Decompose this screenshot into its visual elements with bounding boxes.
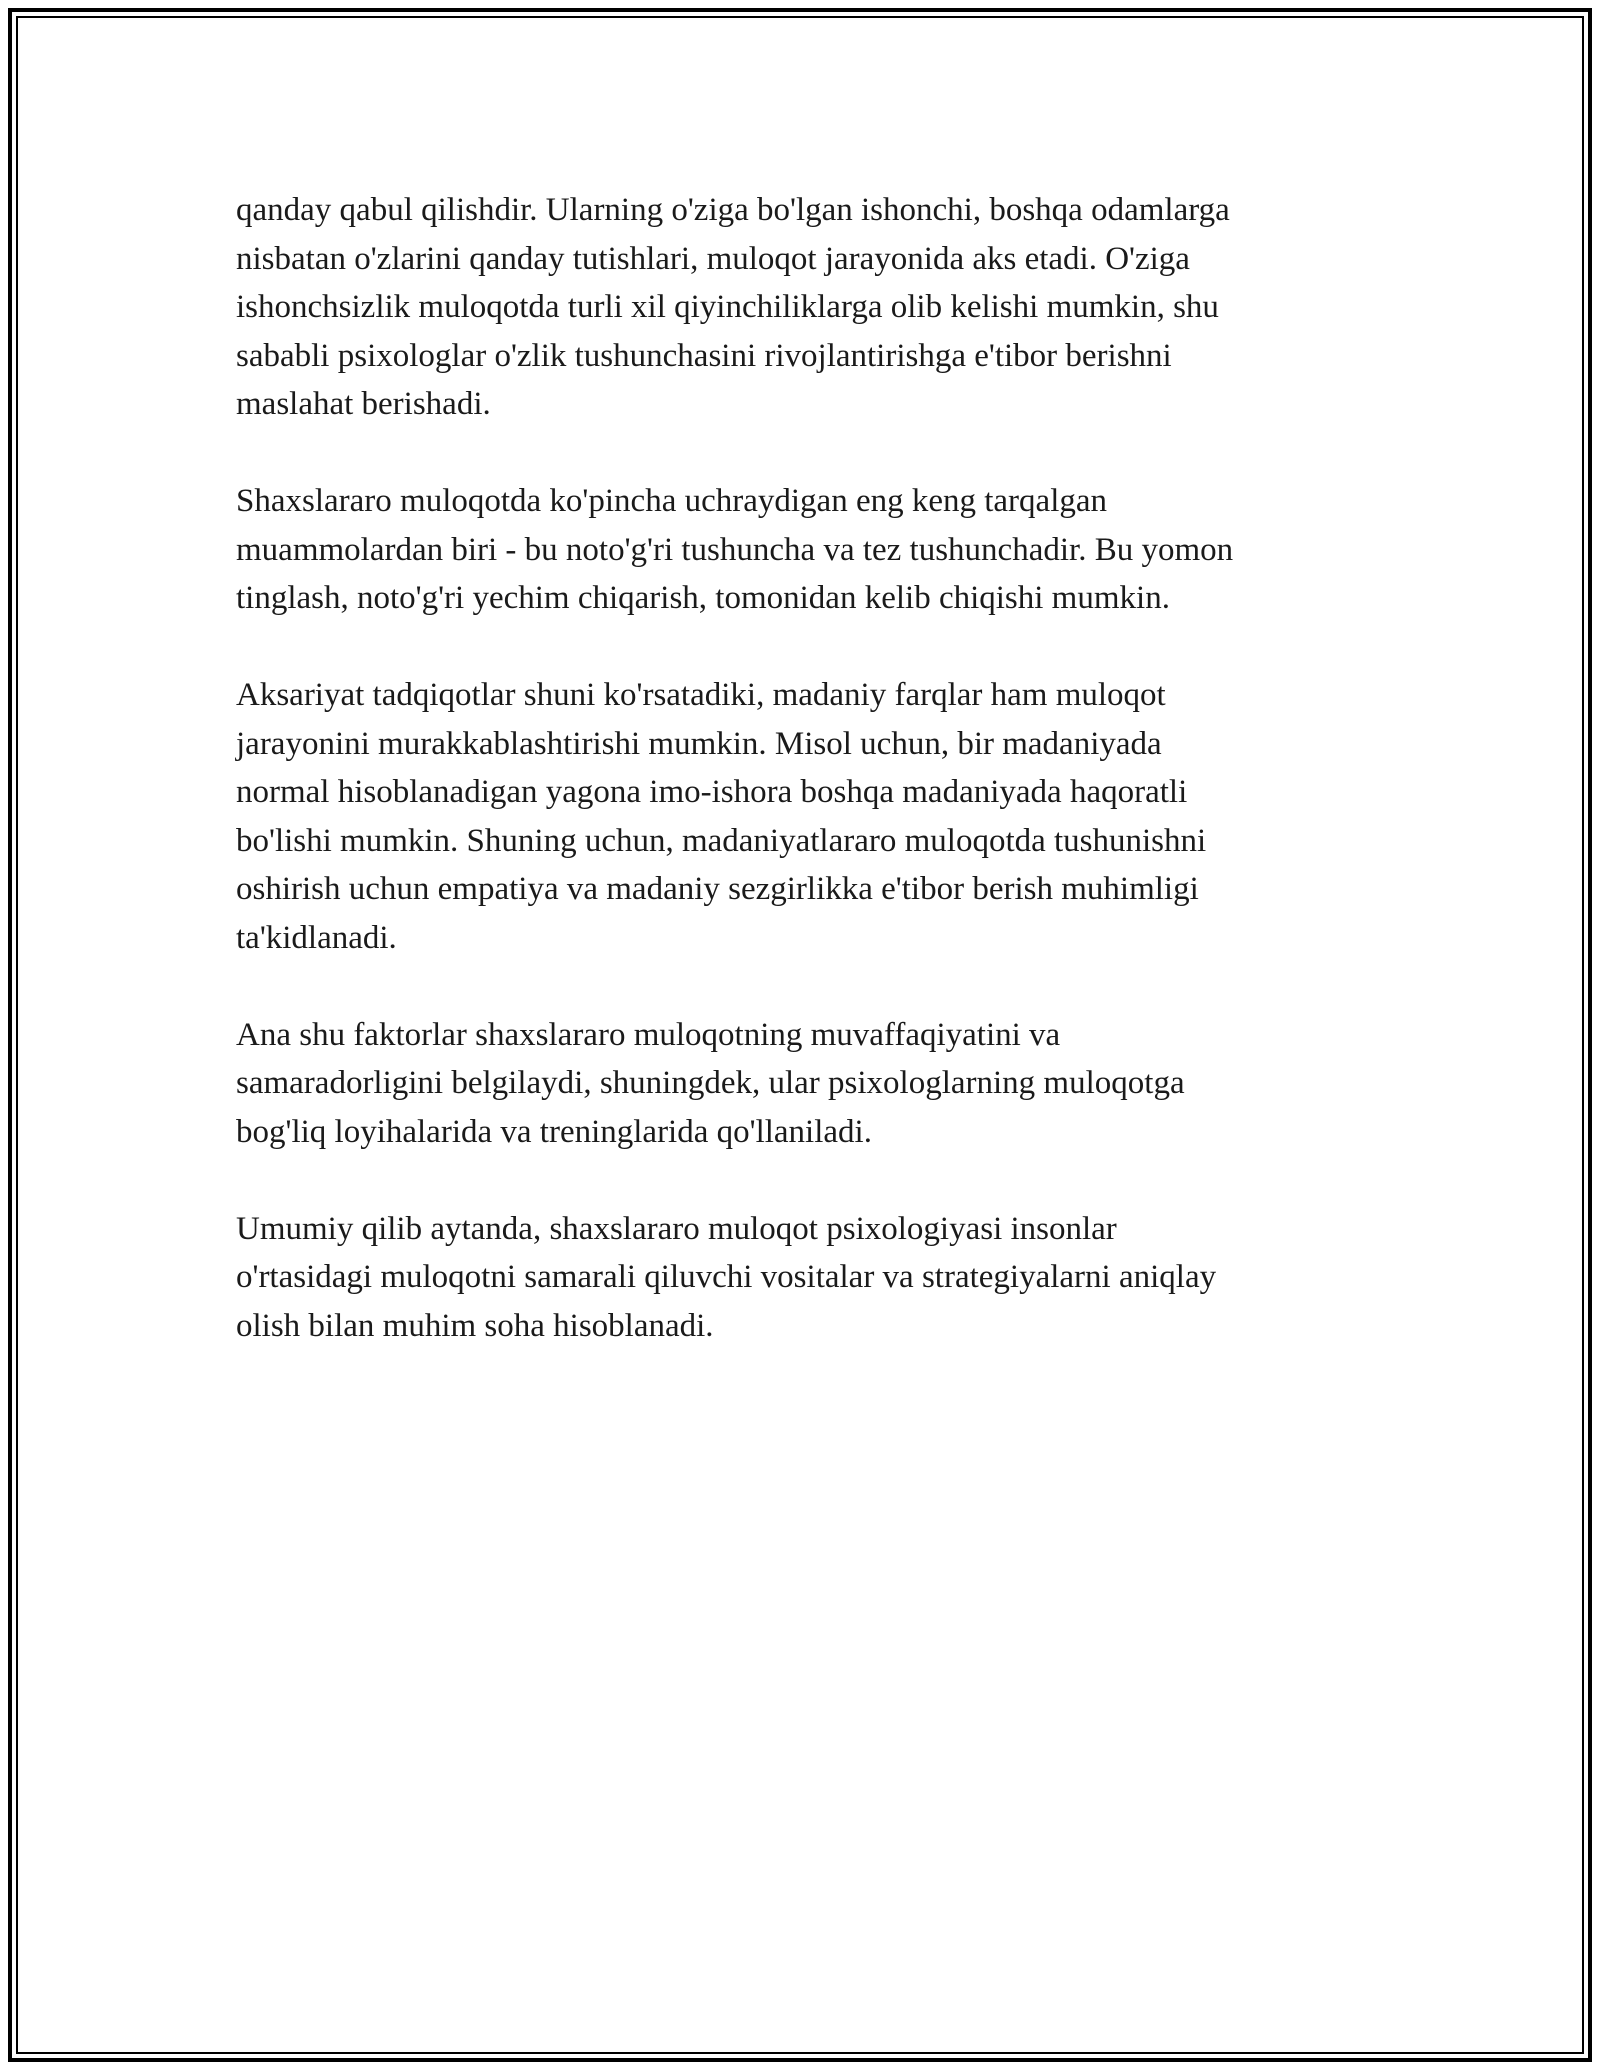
text-line: jarayonini murakkablashtirishi mumkin. Misol uchun, bir madaniyada <box>236 725 1162 762</box>
document-body <box>236 186 1366 1350</box>
text-line: normal hisoblanadigan yagona imo-ishora boshqa madaniyada haqoratli <box>236 774 1188 810</box>
text-line: qanday qabul qilishdir. Ularning o'ziga bo'lgan ishonchi, boshqa odamlarga <box>236 192 1230 228</box>
text-line: Ana shu faktorlar shaxslararo muloqotning muvaffaqiyatini va <box>236 1016 1061 1053</box>
text-line: Umumiy qilib aytanda, shaxslararo muloqot psixologiyasi insonlar <box>236 1210 1117 1247</box>
text-line: muammolardan biri - bu noto'g'ri tushuncha va tez tushunchadir. Bu yomon <box>236 531 1234 568</box>
text-line: nisbatan o'zlarini qanday tutishlari, muloqot jarayonida aks etadi. O'ziga <box>236 240 1190 277</box>
paragraph-1 <box>236 186 1366 429</box>
text-line: Aksariyat tadqiqotlar shuni ko'rsatadiki, madaniy farqlar ham muloqot <box>236 677 1166 713</box>
paragraph-5 <box>236 1205 1366 1351</box>
text-line: sababli psixologlar o'zlik tushunchasini rivojlantirishga e'tibor berishni <box>236 337 1172 374</box>
text-line: oshirish uchun empatiya va madaniy sezgirlikka e'tibor berish muhimligi <box>236 871 1199 907</box>
text-line: samaradorligini belgilaydi, shuningdek, ular psixologlarning muloqotga <box>236 1065 1185 1101</box>
text-line: olish bilan muhim soha hisoblanadi. <box>236 1307 714 1344</box>
text-line: bo'lishi mumkin. Shuning uchun, madaniyatlararo muloqotda tushunishni <box>236 822 1207 859</box>
paragraph-4 <box>236 1011 1366 1157</box>
text-line: maslahat berishadi. <box>236 386 491 422</box>
text-line: o'rtasidagi muloqotni samarali qiluvchi vositalar va strategiyalarni aniqlay <box>236 1259 1217 1295</box>
text-line: tinglash, noto'g'ri yechim chiqarish, tomonidan kelib chiqishi mumkin. <box>236 580 1170 616</box>
text-line: Shaxslararo muloqotda ko'pincha uchraydigan eng keng tarqalgan <box>236 483 1108 519</box>
paragraph-2 <box>236 477 1366 623</box>
text-line: ta'kidlanadi. <box>236 919 397 956</box>
paragraph-3 <box>236 671 1366 962</box>
text-line: ishonchsizlik muloqotda turli xil qiyinchiliklarga olib kelishi mumkin, shu <box>236 289 1219 325</box>
text-line: bog'liq loyihalarida va treninglarida qo'llaniladi. <box>236 1113 872 1150</box>
